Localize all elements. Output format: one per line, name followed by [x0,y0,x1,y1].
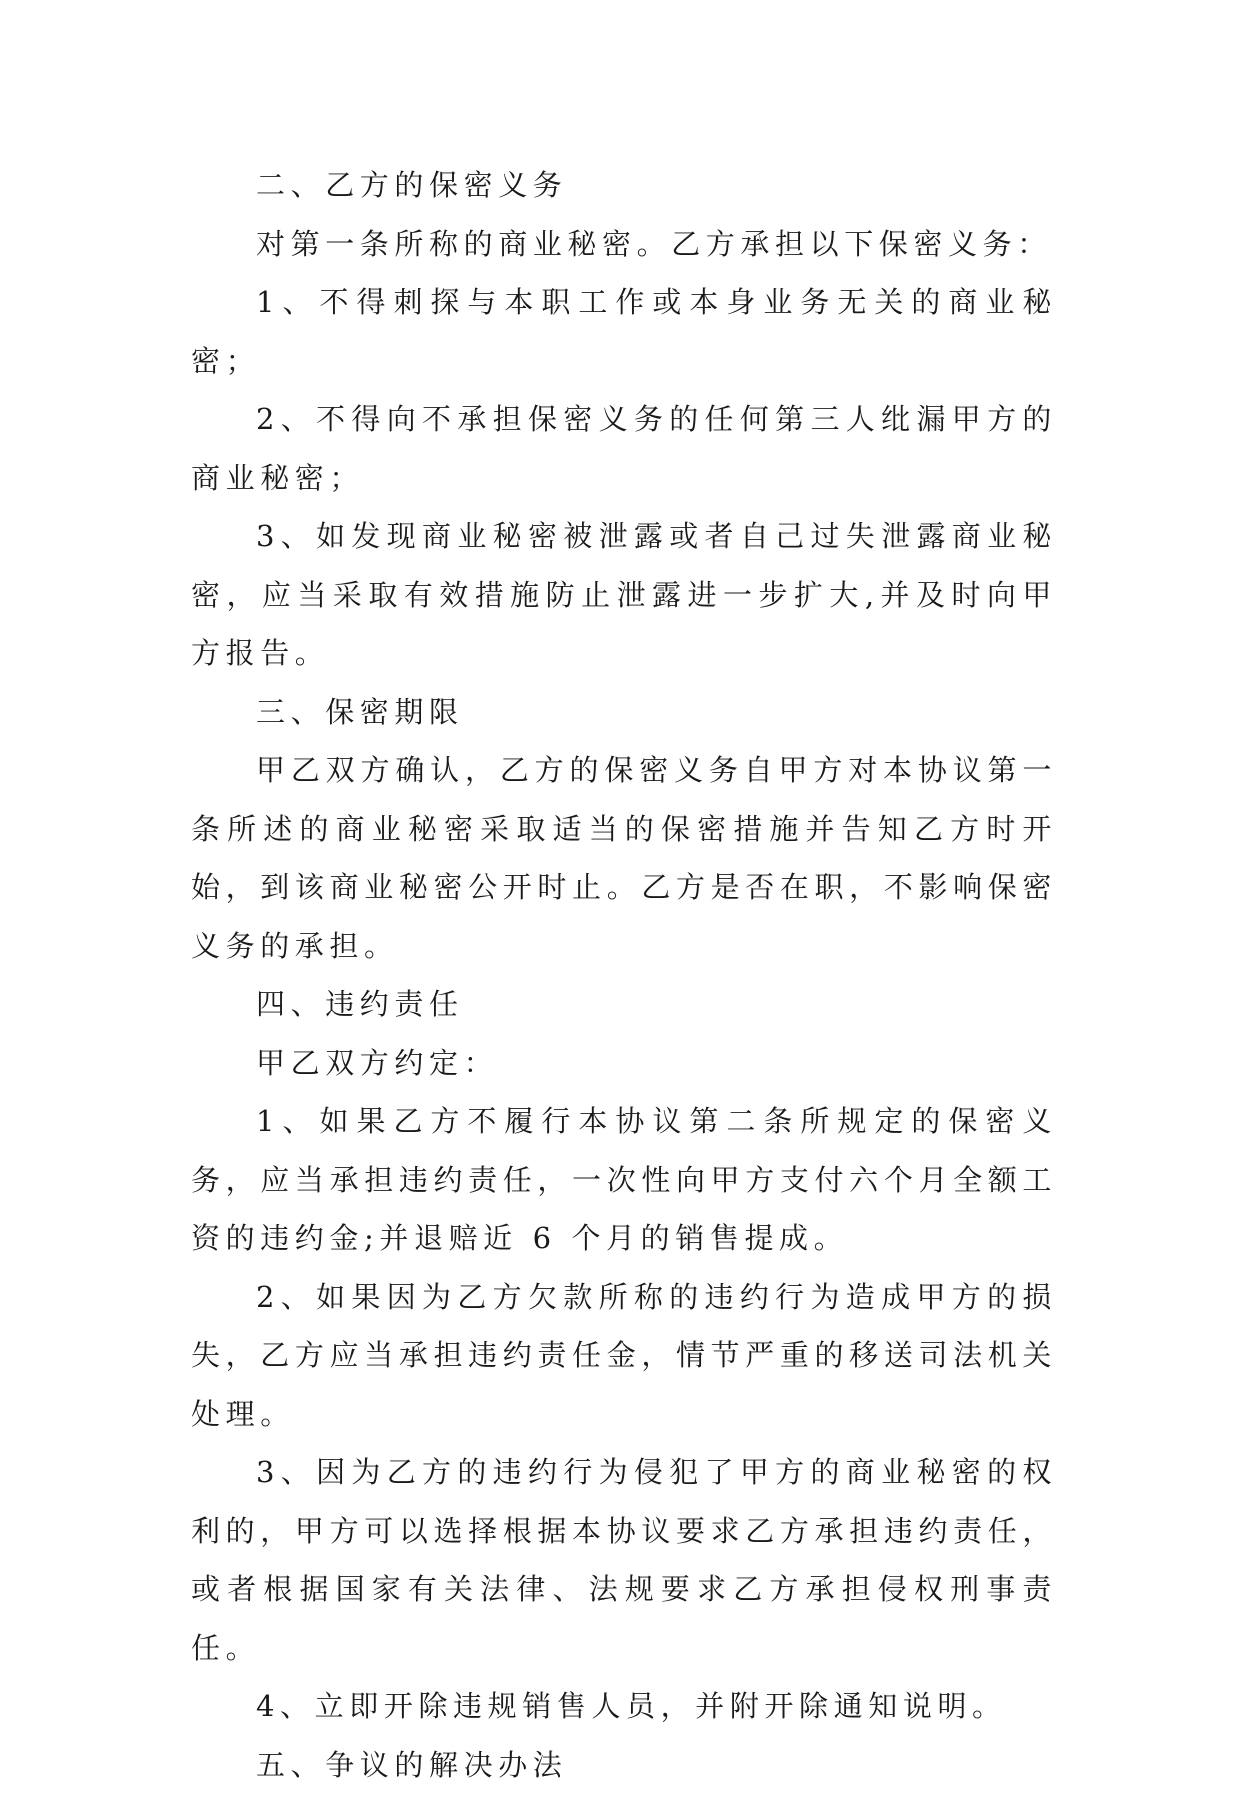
section-heading-confidentiality-duties: 二、乙方的保密义务 [191,156,1057,215]
paragraph-duty-3: 3、如发现商业秘密被泄露或者自己过失泄露商业秘密，应当采取有效措施防止泄露进一步扩大,并及时向甲方报告。 [191,507,1057,683]
paragraph-period: 甲乙双方确认，乙方的保密义务自甲方对本协议第一条所述的商业秘密采取适当的保密措施并告知乙方时开始，到该商业秘密公开时止。乙方是否在职，不影响保密义务的承担。 [191,741,1057,975]
paragraph-liability-2: 2、如果因为乙方欠款所称的违约行为造成甲方的损失，乙方应当承担违约责任金，情节严重的移送司法机关处理。 [191,1268,1057,1444]
paragraph-liability-4: 4、立即开除违规销售人员，并附开除通知说明。 [191,1677,1057,1736]
paragraph-intro-duties: 对第一条所称的商业秘密。乙方承担以下保密义务： [191,215,1057,274]
paragraph-liability-3: 3、因为乙方的违约行为侵犯了甲方的商业秘密的权利的，甲方可以选择根据本协议要求乙方承担违约责任，或者根据国家有关法律、法规要求乙方承担侵权刑事责任。 [191,1443,1057,1677]
paragraph-duty-2: 2、不得向不承担保密义务的任何第三人纰漏甲方的商业秘密； [191,390,1057,507]
section-heading-dispute-resolution: 五、争议的解决办法 [191,1736,1057,1794]
section-heading-confidentiality-period: 三、保密期限 [191,683,1057,742]
paragraph-duty-1: 1、不得刺探与本职工作或本身业务无关的商业秘密； [191,273,1057,390]
paragraph-liability-intro: 甲乙双方约定： [191,1034,1057,1093]
paragraph-liability-1: 1、如果乙方不履行本协议第二条所规定的保密义务，应当承担违约责任，一次性向甲方支付六个月全额工资的违约金;并退赔近 6 个月的销售提成。 [191,1092,1057,1268]
section-heading-liability: 四、违约责任 [191,975,1057,1034]
document-body [191,156,1057,1794]
